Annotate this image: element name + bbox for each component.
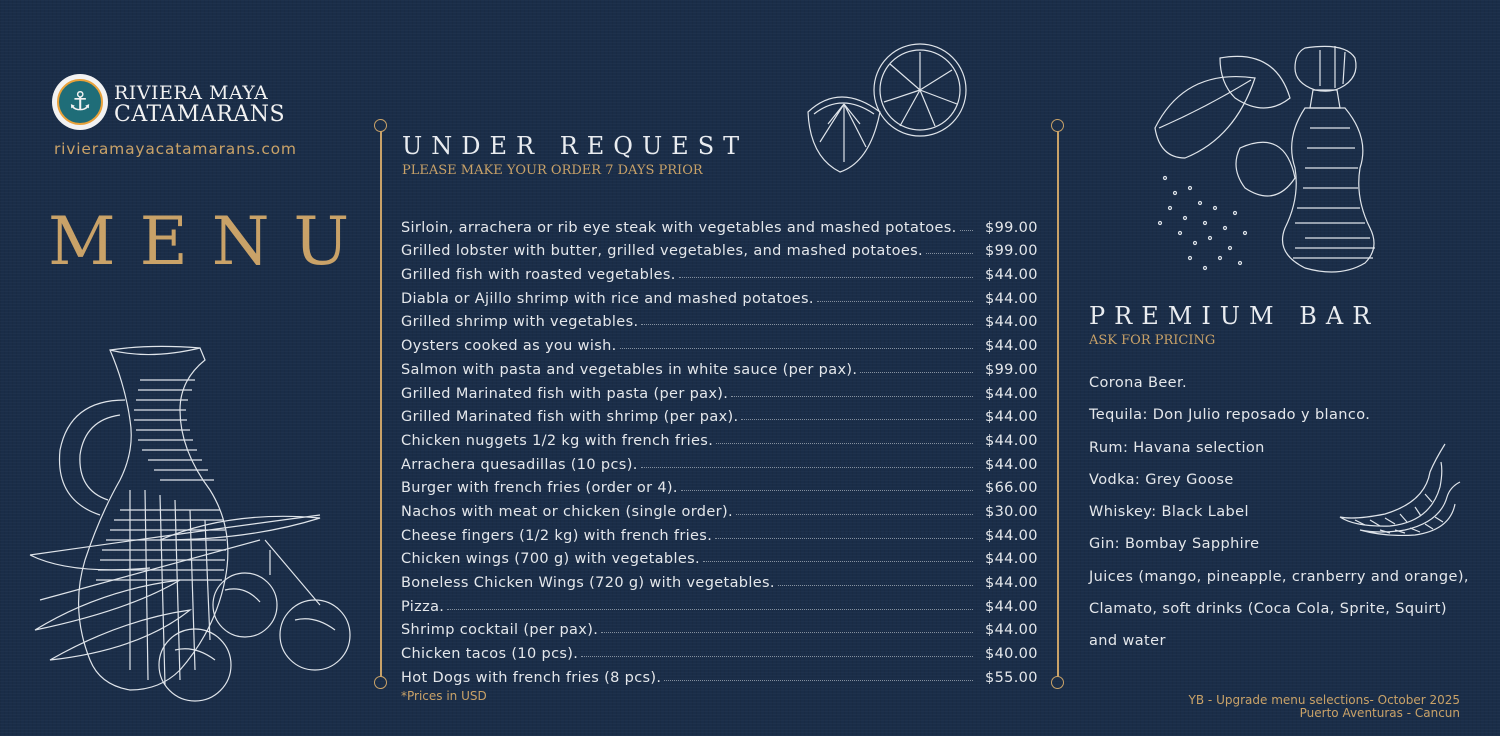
chili-pepper-illustration	[1335, 442, 1465, 537]
menu-item-price: $40.00	[985, 646, 1038, 663]
leader-dots	[817, 301, 973, 302]
menu-item	[401, 544, 1037, 568]
left-divider	[380, 131, 382, 677]
menu-item	[401, 425, 1037, 449]
bar-item: Whiskey: Black Label	[1089, 504, 1249, 521]
logo-badge	[52, 74, 108, 130]
menu-item-price: $44.00	[985, 575, 1038, 591]
menu-item-name: Oysters cooked as you wish.	[401, 338, 617, 355]
leader-dots	[731, 396, 973, 397]
menu-item-price: $66.00	[985, 480, 1038, 497]
menu-item-name: Grilled lobster with butter, grilled vegetables, and mashed potatoes.	[401, 243, 924, 260]
bar-item: Gin: Bombay Sapphire	[1089, 536, 1260, 553]
leader-dots	[601, 632, 973, 633]
menu-item	[401, 662, 1037, 686]
menu-item-name: Grilled fish with roasted vegetables.	[401, 267, 676, 284]
right-divider-top-ring	[1051, 119, 1064, 132]
menu-item-name: Diabla or Ajillo shrimp with rice and mashed potatoes.	[401, 290, 814, 307]
menu-item	[401, 402, 1037, 426]
menu-item	[401, 567, 1037, 591]
menu-item-price: $44.00	[985, 409, 1038, 426]
menu-item	[401, 354, 1037, 378]
menu-item-price: $44.00	[985, 456, 1038, 473]
menu-item	[401, 307, 1037, 331]
right-divider	[1057, 131, 1059, 677]
menu-title: MENU	[48, 203, 374, 280]
leader-dots	[860, 372, 973, 373]
menu-item-price: $44.00	[985, 551, 1038, 568]
under-request-subtitle: PLEASE MAKE YOUR ORDER 7 DAYS PRIOR	[402, 163, 703, 178]
left-divider-top-ring	[374, 119, 387, 132]
menu-item-price: $30.00	[985, 503, 1038, 520]
left-divider-bottom-ring	[374, 676, 387, 689]
menu-item	[401, 283, 1037, 307]
prices-note: *Prices in USD	[401, 689, 487, 703]
leader-dots	[736, 514, 973, 515]
menu-item-name: Shrimp cocktail (per pax).	[401, 622, 599, 639]
menu-item-name: Boneless Chicken Wings (720 g) with vegetables.	[401, 575, 775, 591]
logo-text-line2: CATAMARANS	[114, 102, 286, 127]
under-request-title: UNDER REQUEST	[402, 132, 749, 160]
anchor-icon: ⚓	[57, 79, 103, 125]
menu-item-price: $44.00	[985, 267, 1038, 284]
menu-item-name: Pizza.	[401, 598, 445, 615]
menu-item-name: Grilled Marinated fish with shrimp (per pax).	[401, 409, 739, 426]
leader-dots	[926, 253, 973, 254]
menu-item	[401, 259, 1037, 283]
leader-dots	[778, 585, 973, 586]
menu-item-price: $99.00	[985, 219, 1038, 236]
under-request-list	[401, 212, 1037, 686]
leader-dots	[741, 419, 973, 420]
menu-item	[401, 496, 1037, 520]
leader-dots	[664, 680, 973, 681]
bar-item: Clamato, soft drinks (Coca Cola, Sprite, Squirt)	[1089, 601, 1447, 618]
leader-dots	[620, 348, 973, 349]
leader-dots	[641, 467, 973, 468]
menu-item	[401, 473, 1037, 497]
premium-bar-subtitle: ASK FOR PRICING	[1089, 333, 1216, 348]
footer-line2: Puerto Aventuras - Cancun	[1299, 706, 1460, 720]
menu-item-name: Chicken nuggets 1/2 kg with french fries.	[401, 432, 714, 449]
menu-item-name: Nachos with meat or chicken (single order).	[401, 503, 733, 520]
menu-item-name: Salmon with pasta and vegetables in white sauce (per pax).	[401, 361, 858, 378]
pitcher-olive-illustration	[30, 340, 360, 710]
menu-item-price: $44.00	[985, 314, 1038, 331]
menu-item	[401, 236, 1037, 260]
orange-illustration	[800, 42, 975, 177]
right-divider-bottom-ring	[1051, 676, 1064, 689]
brand-logo	[52, 74, 312, 134]
menu-item-name: Grilled shrimp with vegetables.	[401, 314, 639, 331]
menu-item	[401, 212, 1037, 236]
menu-item-price: $44.00	[985, 385, 1038, 402]
leader-dots	[447, 609, 973, 610]
menu-item-name: Chicken tacos (10 pcs).	[401, 646, 579, 663]
bar-item: Rum: Havana selection	[1089, 439, 1265, 456]
menu-item-price: $44.00	[985, 290, 1038, 307]
menu-item-price: $99.00	[985, 243, 1038, 260]
menu-item-name: Sirloin, arrachera or rib eye steak with vegetables and mashed potatoes.	[401, 219, 957, 236]
footer-line1: YB - Upgrade menu selections- October 2025	[1188, 693, 1460, 707]
menu-item-price: $55.00	[985, 669, 1038, 686]
menu-item	[401, 449, 1037, 473]
menu-item-price: $44.00	[985, 598, 1038, 615]
bar-item: Juices (mango, pineapple, cranberry and orange),	[1089, 568, 1469, 585]
menu-item	[401, 638, 1037, 662]
bar-item: and water	[1089, 633, 1166, 650]
bar-item: Vodka: Grey Goose	[1089, 471, 1234, 488]
pepper-grinder-illustration	[1145, 38, 1385, 278]
leader-dots	[681, 490, 973, 491]
menu-item-price: $44.00	[985, 622, 1038, 639]
menu-item-name: Hot Dogs with french fries (8 pcs).	[401, 669, 662, 686]
menu-item-name: Arrachera quesadillas (10 pcs).	[401, 456, 638, 473]
menu-item-price: $44.00	[985, 527, 1038, 544]
menu-item	[401, 378, 1037, 402]
leader-dots	[716, 443, 973, 444]
bar-item: Corona Beer.	[1089, 375, 1188, 391]
premium-bar-title: PREMIUM BAR	[1089, 302, 1380, 330]
leader-dots	[715, 538, 973, 539]
leader-dots	[960, 230, 973, 231]
menu-item-name: Chicken wings (700 g) with vegetables.	[401, 551, 700, 568]
website-link[interactable]: rivieramayacatamarans.com	[54, 140, 297, 158]
menu-item	[401, 520, 1037, 544]
menu-item	[401, 591, 1037, 615]
menu-item-name: Burger with french fries (order or 4).	[401, 480, 678, 497]
menu-item-name: Cheese fingers (1/2 kg) with french fries.	[401, 527, 713, 544]
logo-text-line1: RIVIERA MAYA	[114, 82, 269, 104]
leader-dots	[581, 656, 973, 657]
leader-dots	[641, 324, 973, 325]
menu-item	[401, 615, 1037, 639]
menu-item-price: $44.00	[985, 338, 1038, 355]
bar-item: Tequila: Don Julio reposado y blanco.	[1089, 407, 1371, 424]
menu-item-price: $99.00	[985, 361, 1038, 378]
menu-item-name: Grilled Marinated fish with pasta (per pax).	[401, 385, 729, 402]
menu-item	[401, 330, 1037, 354]
leader-dots	[703, 561, 973, 562]
menu-item-price: $44.00	[985, 432, 1038, 449]
leader-dots	[679, 277, 973, 278]
